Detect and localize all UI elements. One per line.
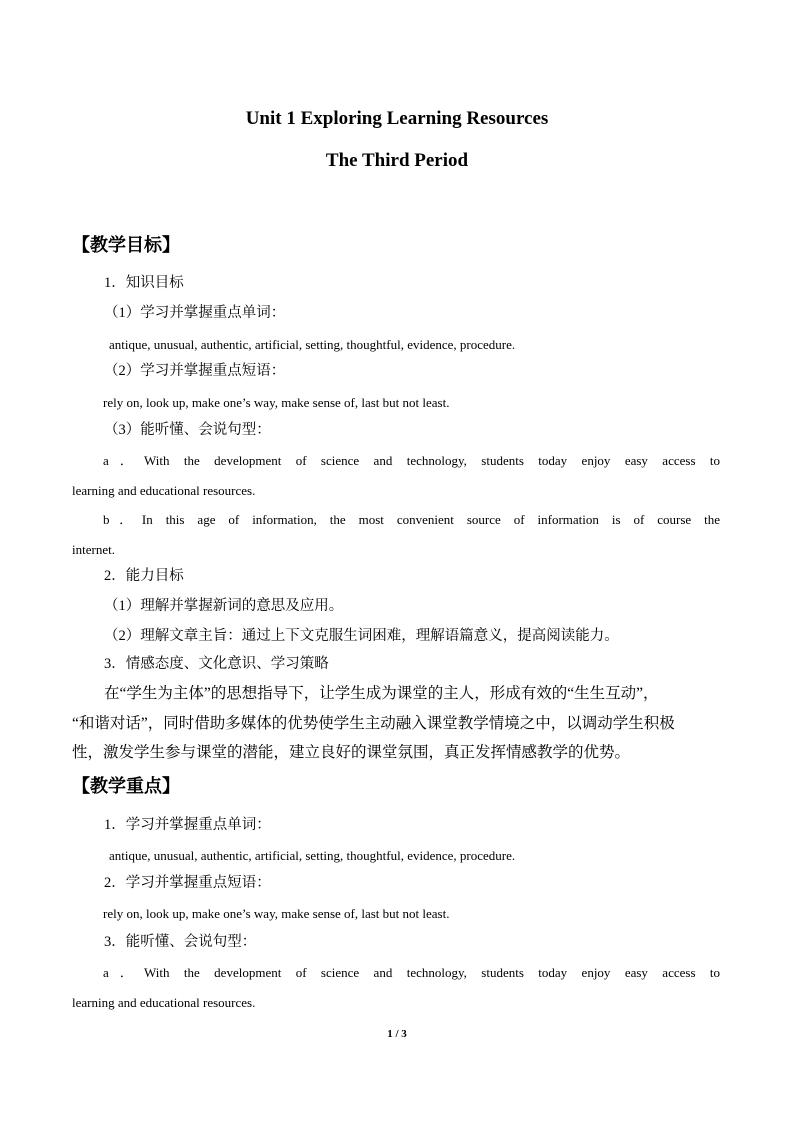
objective-sentences-label: （3）能听懂、会说句型： bbox=[104, 422, 271, 438]
objective-phrases: rely on, look up, make one’s way, make sense of, last but not least. bbox=[103, 395, 450, 410]
objective-attitude-para-line3: 性，激发学生参与课堂的潜能，建立良好的课堂氛围，真正发挥情感教学的优势。 bbox=[72, 744, 631, 761]
key-sentence-a-line1: a．With the development of science and technology, students today enjoy easy access to bbox=[103, 965, 720, 980]
objective-attitude: 3．情感态度、文化意识、学习策略 bbox=[104, 656, 329, 672]
objective-attitude-para-line1: 在“学生为主体”的思想指导下，让学生成为课堂的主人，形成有效的“生生互动”， bbox=[104, 685, 659, 702]
objective-sentence-a-line1: a．With the development of science and technology, students today enjoy easy access to bbox=[103, 453, 720, 468]
page-number: 1 / 3 bbox=[387, 1028, 407, 1040]
objective-sentence-b-line1: b．In this age of information, the most convenient source of information is of course the bbox=[103, 512, 720, 527]
objective-sentence-b-line2: internet. bbox=[72, 542, 115, 557]
key-words-label: 1．学习并掌握重点单词： bbox=[104, 817, 271, 833]
objective-attitude-para-line2: “和谐对话”，同时借助多媒体的优势使学生主动融入课堂教学情境之中，以调动学生积极 bbox=[72, 715, 675, 732]
section-heading-key-points: 【教学重点】 bbox=[72, 776, 180, 796]
objective-phrases-label: （2）学习并掌握重点短语： bbox=[104, 363, 286, 379]
objective-words: antique, unusual, authentic, artificial, setting, thoughtful, evidence, procedure. bbox=[109, 337, 516, 352]
key-words: antique, unusual, authentic, artificial, setting, thoughtful, evidence, procedure. bbox=[109, 848, 516, 863]
key-sentence-a-line2: learning and educational resources. bbox=[72, 995, 256, 1010]
objective-ability-1: （1）理解并掌握新词的意思及应用。 bbox=[104, 598, 344, 614]
key-sentences-label: 3．能听懂、会说句型： bbox=[104, 934, 257, 950]
section-heading-objectives: 【教学目标】 bbox=[72, 235, 180, 255]
key-phrases-label: 2．学习并掌握重点短语： bbox=[104, 875, 271, 891]
objective-ability: 2．能力目标 bbox=[104, 568, 184, 584]
objective-knowledge: 1．知识目标 bbox=[104, 275, 184, 291]
key-phrases: rely on, look up, make one’s way, make sense of, last but not least. bbox=[103, 906, 450, 921]
page-title: Unit 1 Exploring Learning Resources bbox=[245, 108, 549, 129]
page-subtitle: The Third Period bbox=[325, 150, 469, 171]
objective-sentence-a-line2: learning and educational resources. bbox=[72, 483, 256, 498]
objective-ability-2: （2）理解文章主旨：通过上下文克服生词困难，理解语篇意义，提高阅读能力。 bbox=[104, 628, 619, 644]
objective-words-label: （1）学习并掌握重点单词： bbox=[104, 305, 286, 321]
